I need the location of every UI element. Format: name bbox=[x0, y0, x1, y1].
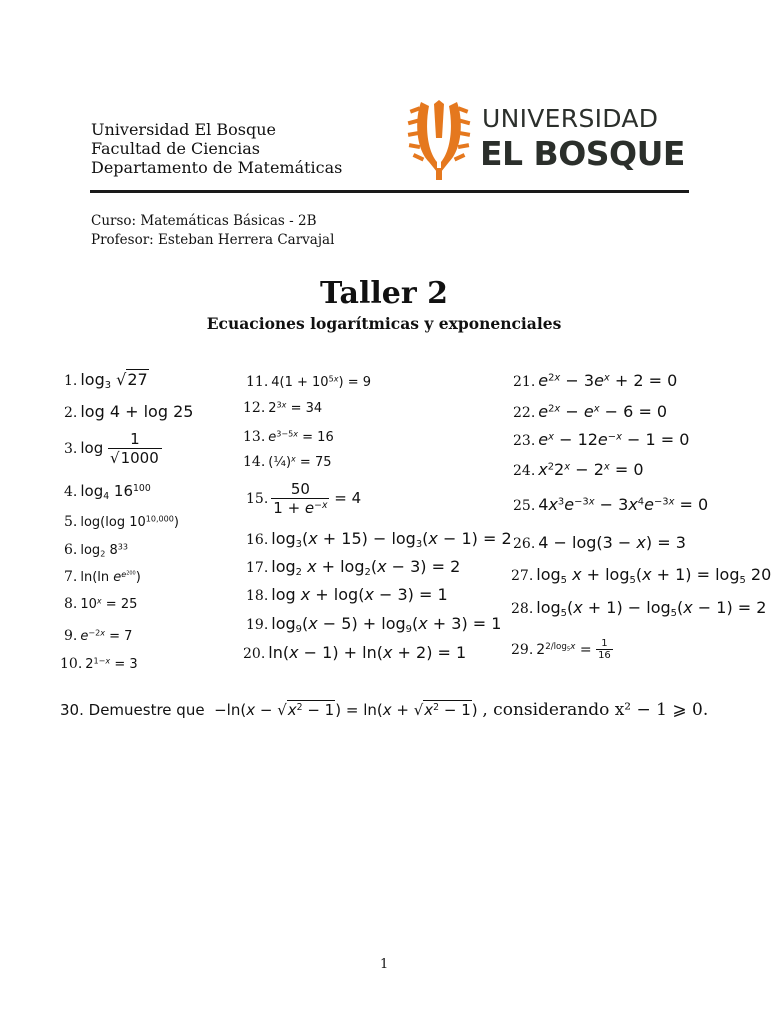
exercise-5: 5. log(log 10$^{10,000}$) bbox=[64, 514, 179, 530]
exercise-30-number: 30. bbox=[60, 701, 84, 719]
header-rule bbox=[90, 190, 689, 193]
exercise-13: 13. $e^{3-5x} = 16$ bbox=[243, 429, 334, 445]
logo-text-line2: EL BOSQUE bbox=[480, 134, 685, 173]
course-line: Curso: Matemáticas Básicas - 2B bbox=[91, 213, 317, 229]
exercise-25: 25. $4x^3e^{-3x} - 3x^4e^{-3x} = 0$ bbox=[513, 495, 709, 514]
exercise-23: 23. $e^x - 12e^{-x} - 1 = 0$ bbox=[513, 430, 690, 449]
exercise-26: 26. 4 − log(3 − x) = 3 bbox=[513, 533, 686, 552]
exercise-21: 21. $e^{2x} - 3e^x + 2 = 0$ bbox=[513, 371, 678, 390]
page-number: 1 bbox=[380, 957, 389, 972]
page-title: Taller 2 bbox=[320, 276, 448, 311]
exercise-14: 14. (¼)$^x$ = 75 bbox=[243, 454, 332, 470]
exercise-15: 15. $\frac{50}{1 + e^{-x}}$ = 4 bbox=[246, 480, 362, 517]
exercise-6: 6. $\log_2 8^{33}$ bbox=[64, 542, 128, 559]
exercise-3: 3. log $\frac{1}{√1000}$ bbox=[64, 430, 162, 467]
exercise-11: 11. $4(1 + 10^{5x}) = 9$ bbox=[246, 374, 371, 390]
exercise-20: 20. ln(x − 1) + ln(x + 2) = 1 bbox=[243, 643, 467, 662]
emblem-icon bbox=[407, 98, 471, 182]
exercise-17: 17. $\log_2 x + \log_2(x - 3) = 2$ bbox=[246, 557, 461, 578]
exercise-9: 9. $e^{-2x} = 7$ bbox=[64, 628, 133, 644]
exercise-2: 2. log 4 + log 25 bbox=[64, 402, 194, 421]
university-logo bbox=[407, 98, 471, 182]
exercise-30-lead: Demuestre que bbox=[88, 701, 205, 719]
exercise-27: 27. $\log_5 x + \log_5(x + 1) = \log_5 20$ bbox=[511, 565, 771, 586]
logo-text-line1: UNIVERSIDAD bbox=[482, 104, 659, 133]
faculty-name: Facultad de Ciencias bbox=[91, 139, 260, 158]
exercise-29: 29. $2^{2/log_5x}$ = $\frac{1}{16}$ bbox=[511, 638, 611, 661]
university-name: Universidad El Bosque bbox=[91, 120, 276, 139]
exercise-16: 16. $\log_3(x + 15) - \log_3(x - 1) = 2$ bbox=[246, 529, 512, 550]
professor-line: Profesor: Esteban Herrera Carvajal bbox=[91, 232, 335, 248]
exercise-22: 22. $e^{2x} - e^x - 6 = 0$ bbox=[513, 402, 668, 421]
page-subtitle: Ecuaciones logarítmicas y exponenciales bbox=[206, 314, 562, 333]
exercise-1: 1. $\log_3 √27$ bbox=[64, 370, 148, 391]
exercise-18: 18. log x + log(x − 3) = 1 bbox=[246, 585, 448, 604]
exercise-7: 7. ln(ln $e^{e^{200}}$) bbox=[64, 569, 141, 585]
exercise-4: 4. $\log_4 16^{100}$ bbox=[64, 482, 151, 502]
exercise-10: 10. $2^{1-x} = 3$ bbox=[60, 656, 138, 672]
exercise-30: 30. Demuestre que $-\ln(x - √x^2 - 1) = \ln(x + √x^2 - 1)$ , considerando x² − 1 ⩾ 0. bbox=[60, 700, 709, 720]
exercise-8: 8. $10^x = 25$ bbox=[64, 596, 138, 612]
exercise-28: 28. $\log_5(x + 1) - \log_5(x - 1) = 2$ bbox=[511, 598, 767, 619]
exercise-30-condition: , considerando x² − 1 ⩾ 0. bbox=[482, 700, 709, 720]
exercise-19: 19. $\log_9(x - 5) + \log_9(x + 3) = 1$ bbox=[246, 614, 502, 635]
exercise-24: 24. $x^22^x - 2^x = 0$ bbox=[513, 460, 644, 479]
exercise-12: 12. $2^{3x} = 34$ bbox=[243, 400, 323, 416]
department-name: Departamento de Matemáticas bbox=[91, 158, 343, 177]
